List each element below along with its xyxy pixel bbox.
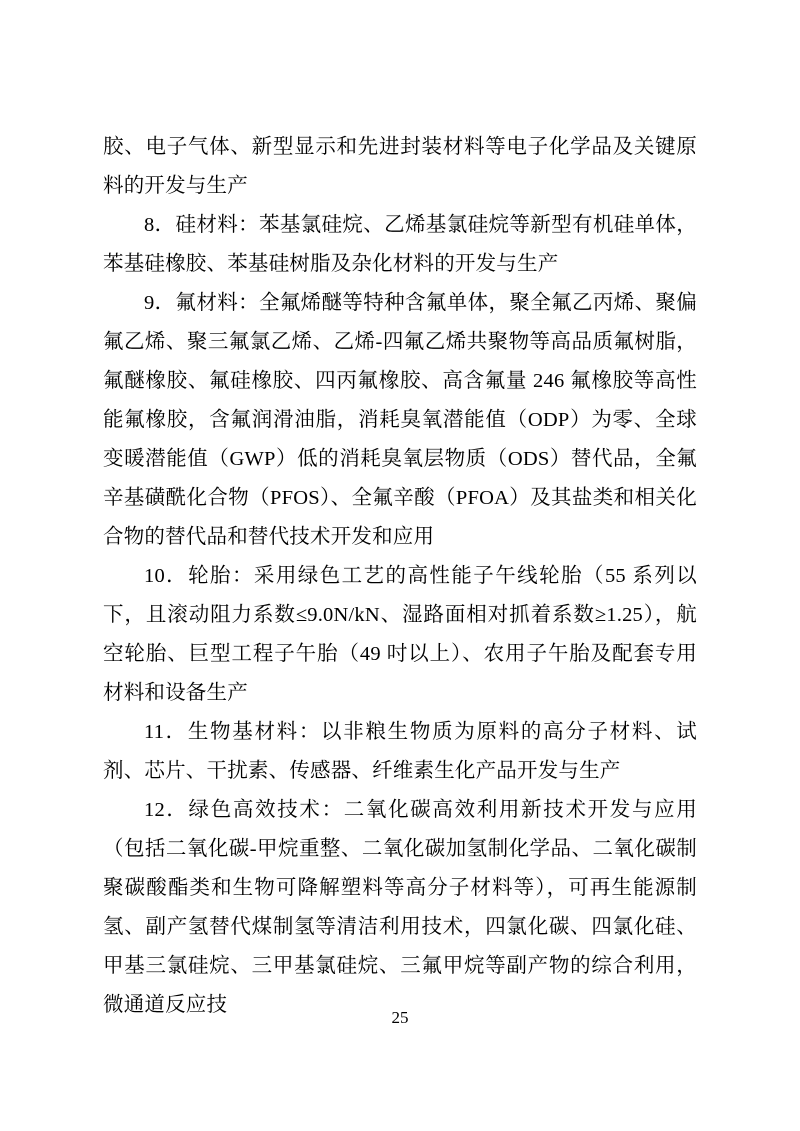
paragraph-item-12: 12．绿色高效技术：二氧化碳高效利用新技术开发与应用（包括二氧化碳-甲烷重整、二氧化碳加氢制化学品、二氧化碳制聚碳酸酯类和生物可降解塑料等高分子材料等），可再生能源制氢、副产氢替代煤制氢等清洁利用技术，四氯化碳、四氯化硅、甲基三氯硅烷、三甲基氯硅烷、三氟甲烷等副产物的综合利用，微通道反应技 — [103, 799, 697, 1016]
page-number: 25 — [391, 1008, 409, 1027]
paragraph-item-11: 11．生物基材料：以非粮生物质为原料的高分子材料、试剂、芯片、干扰素、传感器、纤维素生化产品开发与生产 — [103, 721, 697, 782]
paragraph-item-9: 9．氟材料：全氟烯醚等特种含氟单体，聚全氟乙丙烯、聚偏氟乙烯、聚三氟氯乙烯、乙烯-四氟乙烯共聚物等高品质氟树脂，氟醚橡胶、氟硅橡胶、四丙氟橡胶、高含氟量 246 氟橡胶等高性能氟橡胶，含氟润滑油脂，消耗臭氧潜能值（ODP）为零、全球变暖潜能值（GWP）低的消耗臭氧层物质（ODS）替代品，全氟辛基磺酰化合物（PFOS）、全氟辛酸（PFOA）及其盐类和相关化合物的替代品和替代技术开发和应用 — [103, 292, 697, 548]
paragraph-item-8: 8．硅材料：苯基氯硅烷、乙烯基氯硅烷等新型有机硅单体，苯基硅橡胶、苯基硅树脂及杂化材料的开发与生产 — [103, 214, 697, 275]
page-body — [103, 128, 697, 1025]
paragraph-item-10: 10．轮胎：采用绿色工艺的高性能子午线轮胎（55 系列以下，且滚动阻力系数≤9.0N/kN、湿路面相对抓着系数≥1.25），航空轮胎、巨型工程子午胎（49 吋以上）、农用子午胎及配套专用材料和设备生产 — [103, 565, 697, 704]
paragraph-continuation: 胶、电子气体、新型显示和先进封装材料等电子化学品及关键原料的开发与生产 — [103, 136, 697, 197]
